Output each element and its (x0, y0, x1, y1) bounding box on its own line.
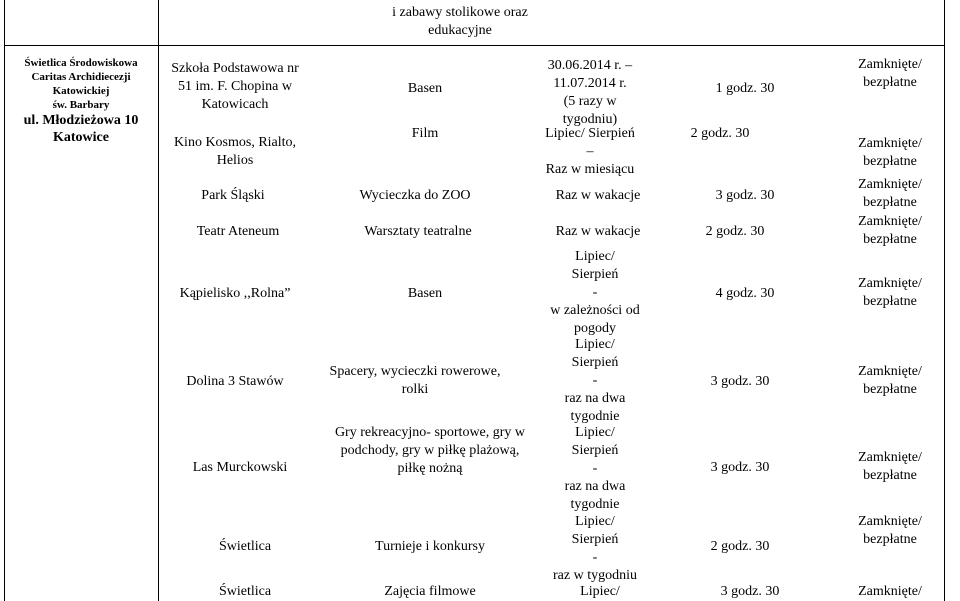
organization-cell (6, 56, 156, 146)
duration-cell: 2 godz. 30 (690, 126, 750, 141)
activity-cell: Spacery, wycieczki rowerowe, rolki (329, 364, 501, 397)
cost-cell: Zamknięte/ (858, 584, 922, 599)
when-cell: Lipiec/ Sierpień - w zależności od pogody (550, 249, 640, 336)
organization-line-2: Caritas Archidiecezji (31, 71, 131, 83)
place-cell: Las Murckowski (192, 460, 288, 475)
duration-cell: 3 godz. 30 (710, 460, 770, 475)
activity-cell: Wycieczka do ZOO (359, 188, 471, 203)
organization-line-5: ul. Młodzieżowa 10 (23, 113, 139, 128)
activity-cell: Basen (407, 81, 443, 96)
place-cell: Kąpielisko ,,Rolna” (179, 286, 291, 301)
place-cell: Teatr Ateneum (196, 224, 280, 239)
when-cell: 30.06.2014 r. – 11.07.2014 r. (5 razy w tygodniu) (547, 58, 633, 127)
table-border-left (4, 0, 5, 601)
place-cell: Dolina 3 Stawów (186, 374, 284, 389)
cost-cell: Zamknięte/ bezpłatne (858, 450, 922, 483)
activity-cell: Gry rekreacyjno- sportowe, gry w podchody, gry w piłkę plażową, piłkę nożną (334, 425, 526, 476)
place-cell: Kino Kosmos, Rialto, Helios (173, 135, 297, 168)
when-cell: Lipiec/ Sierpień - raz na dwa tygodnie (564, 337, 626, 424)
duration-cell: 1 godz. 30 (715, 81, 775, 96)
place-cell: Świetlica (218, 584, 272, 599)
organization-line-3: Katowickiej (52, 85, 110, 97)
activity-cell: Zajęcia filmowe (384, 584, 476, 599)
place-cell: Szkoła Podstawowa nr 51 im. F. Chopina w Katowicach (171, 61, 299, 112)
activity-cell: Turnieje i konkursy (375, 539, 485, 554)
when-cell: Lipiec/ Sierpień - raz w tygodniu (553, 514, 637, 583)
place-cell: Świetlica (218, 539, 272, 554)
top-cell-text: i zabawy stolikowe oraz edukacyjne (392, 5, 528, 38)
when-cell: Lipiec/ Sierpień – Raz w miesiącu (545, 126, 635, 177)
cost-cell: Zamknięte/ bezpłatne (858, 364, 922, 397)
duration-cell: 2 godz. 30 (710, 539, 770, 554)
duration-cell: 3 godz. 30 (710, 374, 770, 389)
place-cell: Park Śląski (201, 188, 265, 203)
organization-line-1: Świetlica Środowiskowa (24, 57, 138, 69)
duration-cell: 3 godz. 30 (720, 584, 780, 599)
duration-cell: 3 godz. 30 (715, 188, 775, 203)
activity-cell: Film (411, 126, 439, 141)
cost-cell: Zamknięte/ bezpłatne (858, 514, 922, 547)
activity-cell: Warsztaty teatralne (364, 224, 472, 239)
cost-cell: Zamknięte/ bezpłatne (858, 136, 922, 169)
organization-line-4: św. Barbary (52, 99, 110, 111)
when-cell: Raz w wakacje (555, 224, 641, 239)
table-row-divider (4, 45, 945, 46)
cost-cell: Zamknięte/ bezpłatne (858, 177, 922, 210)
duration-cell: 4 godz. 30 (715, 286, 775, 301)
organization-line-6: Katowice (53, 130, 109, 145)
when-cell: Raz w wakacje (555, 188, 641, 203)
cost-cell: Zamknięte/ bezpłatne (858, 214, 922, 247)
activity-cell: Basen (407, 286, 443, 301)
cost-cell: Zamknięte/ bezpłatne (858, 57, 922, 90)
when-cell: Lipiec/ Sierpień - raz na dwa tygodnie (564, 425, 626, 512)
cost-cell: Zamknięte/ bezpłatne (858, 276, 922, 309)
when-cell: Lipiec/ (580, 584, 620, 599)
table-border-mid (158, 0, 159, 601)
duration-cell: 2 godz. 30 (705, 224, 765, 239)
